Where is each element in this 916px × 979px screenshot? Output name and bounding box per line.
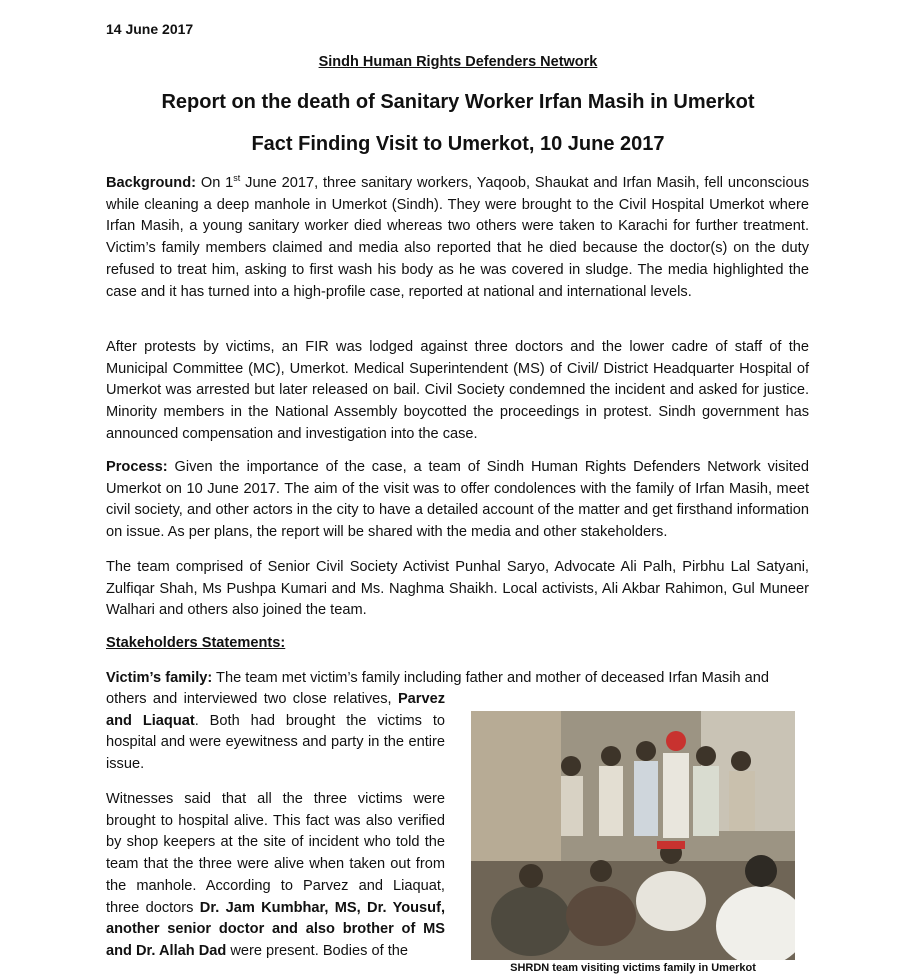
witness-text-b: were present. Bodies of the (226, 942, 409, 959)
photo-illustration (471, 711, 795, 960)
witness-paragraph (106, 789, 445, 963)
team-paragraph: The team comprised of Senior Civil Society Activist Punhal Saryo, Advocate Ali Palh, Pirbhu Lal Satyani, Zulfiqar Shah, Ms Pushpa Kumari and Ms. Naghma Shaikh. Local activists, Ali Akbar Rahimon, Gul Muneer Walhari and others also joined the team. (106, 559, 809, 619)
background-text: June 2017, three sanitary workers, Yaqoob, Shaukat and Irfan Masih, fell unconscious while cleaning a deep manhole in Umerkot (Sindh). They were brought to the Civil Hospital Umerkot where Irfan Masih, a young sanitary worker died whereas two others were taken to Karachi for further treatment. Victim’s family members claimed and media also reported that he died because the doctor(s) on the duty refused to treat him, asking to first wash his body as he was covered in sludge. The media highlighted the case and it has turned into a high-profile case, reported at national and international levels. (106, 175, 809, 300)
family-text-a: others and interviewed two close relatives, (106, 691, 398, 707)
family-text-b: . Both had brought the victims to hospital and were eyewitness and party in the entire issue. (106, 712, 446, 773)
team-visit-photo (471, 711, 795, 960)
organization-name: Sindh Human Rights Defenders Network (318, 54, 598, 70)
process-text: Given the importance of the case, a team of Sindh Human Rights Defenders Network visited Umerkot on 10 June 2017. The aim of the visit was to offer condolences with the family of Irfan Masih, meet civil society, and other actors in the city to have a detailed account of the matter and get firsthand information on issue. As per plans, the report will be shared with the media and other stakeholders. (106, 459, 809, 541)
family-line (106, 668, 809, 690)
protests-paragraph: After protests by victims, an FIR was lodged against three doctors and the lower cadre of staff of the Municipal Committee (MC), Umerkot. Medical Superintendent (MS) of Civil/ District Headquarter Hospital of Umerkot was arrested but later released on bail. Civil Society condemned the incident and asked for justice. Minority members in the National Assembly boycotted the proceedings in protest. Sindh government has announced compensation and investigation into the case. (106, 339, 809, 442)
process-label: Process: (106, 459, 168, 475)
background-sup: st (233, 173, 241, 184)
process-paragraph (106, 457, 809, 544)
stakeholders-heading: Stakeholders Statements: (106, 635, 286, 651)
family-line1: The team met victim’s family including father and mother of deceased Irfan Masih and (212, 670, 769, 686)
report-date: 14 June 2017 (106, 21, 194, 37)
background-label: Background: (106, 175, 196, 191)
report-subtitle: Fact Finding Visit to Umerkot, 10 June 2017 (251, 133, 665, 155)
family-label: Victim’s family: (106, 670, 213, 686)
family-paragraph (106, 689, 445, 776)
background-pre: On 1 (196, 175, 234, 191)
photo-caption: SHRDN team visiting victims family in Umerkot (510, 962, 756, 974)
witness-text-a: Witnesses said that all the three victims were brought to hospital alive. This fact was also verified by shop keepers at the site of incident who told the team that the three were alive when taken out from the manhole. According to Parvez and Liaquat, three doctors (106, 791, 445, 916)
doctors-names: Dr. Jam Kumbhar, MS, Dr. Yousuf, another senior doctor and also brother of MS and Dr. Allah Dad (106, 899, 446, 959)
background-paragraph (106, 173, 809, 303)
relatives-names: Parvez and Liaquat (106, 691, 445, 729)
report-title: Report on the death of Sanitary Worker Irfan Masih in Umerkot (161, 91, 755, 113)
